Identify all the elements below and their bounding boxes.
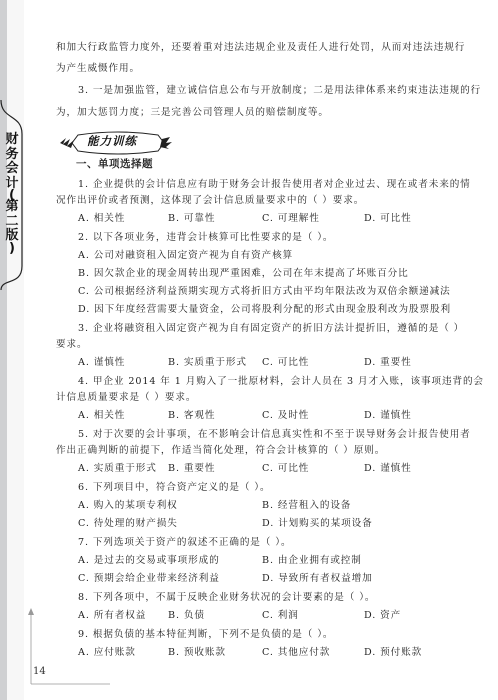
question-line: 作出正确判断的前提下，作适当简化处理，符合会计核算的（ ）原则。 (56, 445, 386, 456)
book-title-char: 版 (5, 228, 19, 243)
question-line: 要求。 (56, 339, 88, 350)
section-title: 一、单项选择题 (76, 158, 153, 170)
answer-option: D. 导致所有者权益增加 (262, 573, 373, 584)
question-line: 2. 以下各项业务，违背会计核算可比性要求的是（ ）。 (78, 232, 334, 243)
answer-option: D. 谨慎性 (364, 410, 412, 421)
intro-line: 为产生威慑作用。 (56, 63, 140, 74)
question-line: 4. 甲企业 2014 年 1 月购入了一批原材料，会计人员在 3 月才入账，该事项违背的会 (78, 376, 484, 387)
answer-option: A. 公司对融资租入固定资产视为自有资产核算 (78, 250, 294, 261)
book-title-char: 务 (5, 146, 19, 162)
answer-option: D. 预付账款 (364, 647, 423, 658)
answer-option: C. 及时性 (262, 410, 310, 421)
intro-line: 3. 一是加强监管，建立诚信信息公布与开放制度；二是用法律体系来约束违法违规的行 (78, 85, 482, 96)
book-title-char: 二 (5, 213, 19, 229)
answer-option: C. 待处理的财产损失 (78, 518, 178, 529)
answer-option: C. 可理解性 (262, 213, 320, 224)
answer-option: B. 负债 (168, 610, 205, 621)
book-title-char: 计 (5, 175, 19, 191)
answer-option: C. 其他应付款 (262, 647, 331, 658)
book-title-char: 会 (5, 161, 19, 176)
answer-option: B. 可靠性 (168, 213, 216, 224)
answer-option: C. 利润 (262, 610, 299, 621)
book-title-char: 第 (5, 199, 19, 214)
question-line: 7. 下列选项关于资产的叙述不正确的是（ ）。 (78, 537, 292, 548)
question-line: 9. 根据负债的基本特征判断，下列不是负债的是（ ）。 (78, 629, 334, 640)
answer-option: D. 计划购买的某项设备 (262, 518, 373, 529)
question-line: 5. 对于次要的会计事项，在不影响会计信息真实性和不至于误导财务会计报告使用者 (78, 429, 471, 440)
answer-option: A. 谨慎性 (78, 357, 126, 368)
answer-option: B. 经营租入的设备 (262, 500, 352, 511)
sidebar (0, 0, 24, 700)
answer-option: A. 相关性 (78, 410, 126, 421)
question-line: 1. 企业提供的会计信息应有助于财务会计报告使用者对企业过去、现在或者未来的情 (78, 179, 471, 190)
book-title-char: ) (9, 240, 15, 256)
page-number: 14 (33, 666, 46, 677)
answer-option: B. 预收账款 (168, 647, 226, 658)
answer-option: A. 是过去的交易或事项形成的 (78, 555, 220, 566)
answer-option: B. 重要性 (168, 463, 216, 474)
answer-option: A. 购入的某项专利权 (78, 500, 178, 511)
book-title-char: 财 (5, 132, 19, 147)
answer-option: C. 可比性 (262, 463, 310, 474)
answer-option: C. 预期会给企业带来经济利益 (78, 573, 220, 584)
banner-title: 能力训练 (87, 134, 137, 148)
book-title (4, 132, 20, 256)
question-line: 3. 企业将融资租入固定资产视为自有固定资产的折旧方法计提折旧，遵循的是（ ） (78, 323, 465, 334)
answer-option: B. 因欠款企业的现金周转出现严重困难，公司在年末提高了坏账百分比 (78, 268, 409, 279)
answer-option: C. 公司根据经济利益预期实现方式将折旧方式由平均年限法改为双倍余额递减法 (78, 286, 451, 297)
question-line: 况作出评价或者预测，这体现了会计信息质量要求中的（ ）要求。 (56, 195, 365, 206)
question-line: 8. 下列各项中，不属于反映企业财务状况的会计要素的是（ ）。 (78, 592, 376, 603)
answer-option: A. 相关性 (78, 213, 126, 224)
answer-option: B. 由企业拥有或控制 (262, 555, 362, 566)
answer-option: D. 谨慎性 (364, 463, 412, 474)
question-line: 6. 下列项目中，符合资产定义的是（ ）。 (78, 482, 271, 493)
question-line: 计信息质量要求是（ ）要求。 (56, 392, 197, 403)
answer-option: D. 重要性 (364, 357, 412, 368)
answer-option: B. 客观性 (168, 410, 216, 421)
answer-option: B. 实质重于形式 (168, 357, 247, 368)
answer-option: A. 应付账款 (78, 647, 136, 658)
intro-line: 和加大行政监管力度外，还要着重对违法违规企业及责任人进行处罚，从而对违法违规行 (56, 42, 466, 53)
answer-option: A. 所有者权益 (78, 610, 147, 621)
answer-option: D. 因下年度经营需要大量资金，公司将股利分配的形式由现金股利改为股票股利 (78, 304, 451, 315)
answer-option: D. 资产 (364, 610, 402, 621)
intro-line: 为，加大惩罚力度；三是完善公司管理人员的赔偿制度等。 (56, 107, 329, 118)
answer-option: A. 实质重于形式 (78, 463, 157, 474)
answer-option: D. 可比性 (364, 213, 412, 224)
answer-option: C. 可比性 (262, 357, 310, 368)
book-title-char: ( (9, 188, 15, 203)
